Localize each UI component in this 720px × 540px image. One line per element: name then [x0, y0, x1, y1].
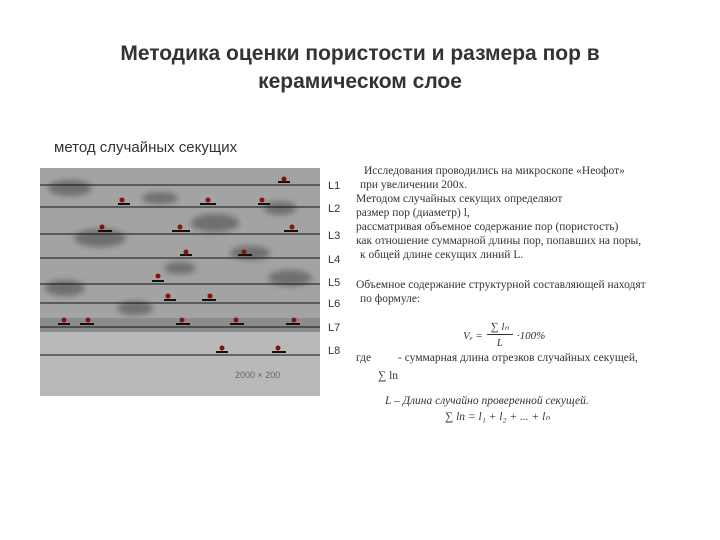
formula-rhs: ·100%: [516, 329, 546, 342]
p1-line: к общей длине секущих линий L.: [360, 249, 524, 261]
porosity-formula: [462, 320, 546, 351]
p1-line: Методом случайных секущих определяют: [356, 193, 563, 205]
formula-lhs: Vₑ =: [463, 329, 483, 342]
p2-line: Объемное содержание структурной составляющей находят: [356, 279, 646, 291]
micrograph-svg: [40, 168, 320, 396]
line-label-6: L6: [328, 298, 341, 310]
line-label-2: L2: [328, 203, 341, 215]
line-label-4: L4: [328, 254, 341, 266]
line-label-5: L5: [328, 277, 341, 289]
p2-line: по формуле:: [360, 293, 421, 305]
line-label-1: L1: [328, 180, 341, 192]
p1-line: при увеличении 200х.: [360, 179, 468, 191]
title-line-2: керамическом слое: [258, 70, 462, 93]
L-definition: L – Длина случайно проверенной секущей.: [385, 395, 589, 407]
paragraph-1: [356, 164, 696, 262]
bottom-layer: [40, 328, 320, 396]
p1-line: Исследования проводились на микроскопе «Неофот»: [364, 165, 625, 177]
p1-line: как отношение суммарной длины пор, попавших на поры,: [356, 235, 642, 247]
title-line-1: Методика оценки пористости и размера пор в: [120, 42, 600, 65]
sum-ln-symbol: ∑ ln: [378, 370, 399, 382]
line-label-7: L7: [328, 322, 341, 334]
p1-line: рассматривая объемное содержание пор (пористость): [356, 221, 619, 233]
micro-caption: 2000 × 200: [235, 370, 281, 380]
where-label: где: [356, 352, 372, 364]
micrograph: [40, 168, 320, 396]
line-label-3: L3: [328, 230, 341, 242]
formula-denominator: L: [496, 337, 503, 349]
formula-numerator: ∑ lₙ: [487, 320, 513, 335]
sum-formula: ∑ ln = l₁ + l₂ + ... + lₙ: [445, 411, 550, 423]
method-subtitle: метод случайных секущих: [54, 139, 238, 156]
line-label-8: L8: [328, 345, 341, 357]
page-title: [80, 40, 640, 96]
where-description: - суммарная длина отрезков случайных секущей,: [398, 352, 638, 364]
paragraph-2: [356, 278, 696, 306]
p1-line: размер пор (диаметр) l,: [356, 207, 470, 219]
